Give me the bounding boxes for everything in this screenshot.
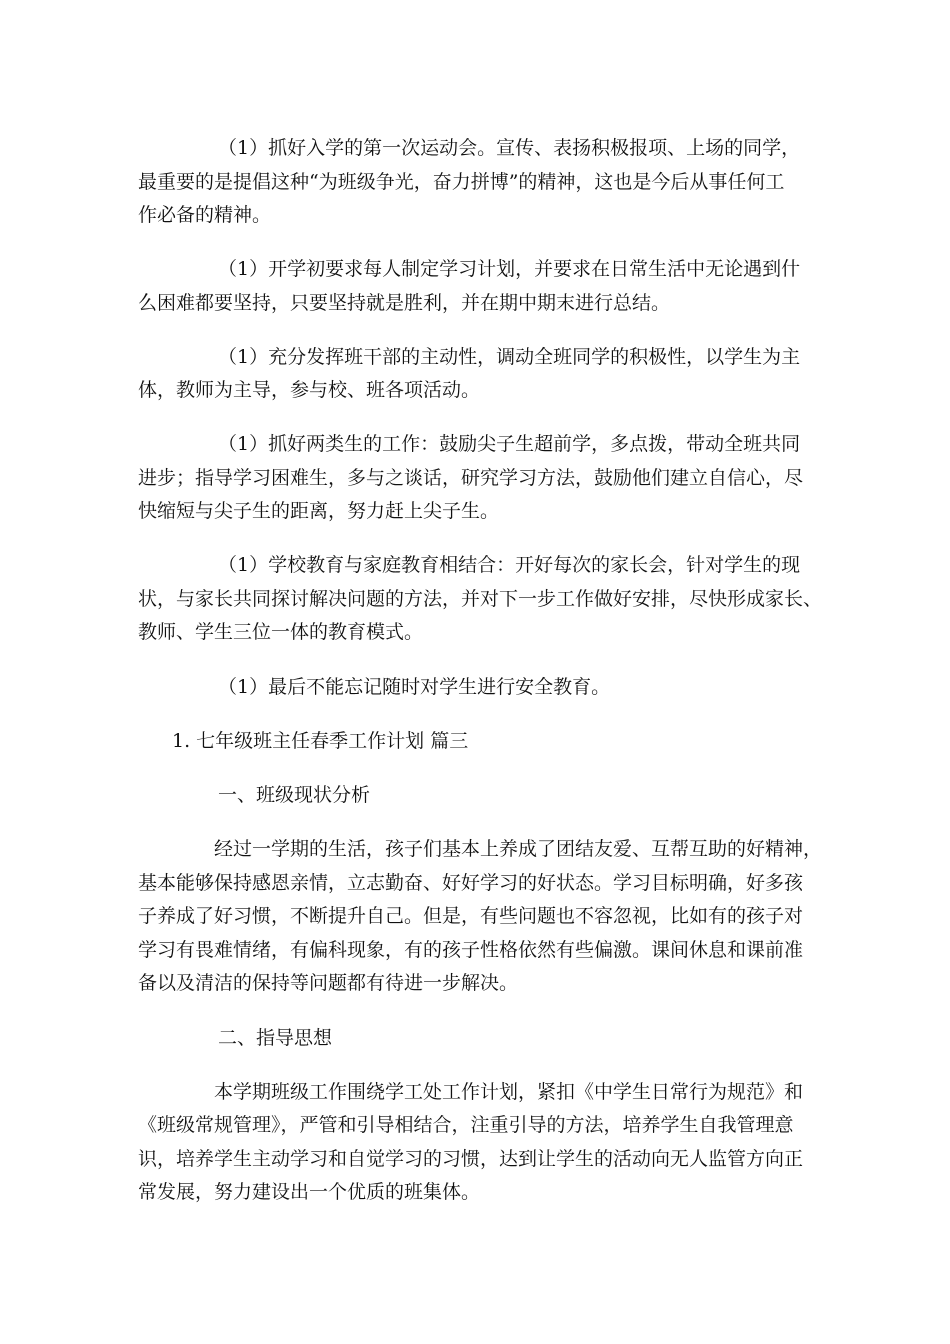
- section-heading: 二、指导思想: [218, 1027, 333, 1049]
- text-line: 最重要的是提倡这种“为班级争光，奋力拼博”的精神，这也是今后从事任何工: [138, 171, 785, 193]
- text-line: 经过一学期的生活，孩子们基本上养成了团结友爱、互帮互助的好精神，: [214, 838, 823, 860]
- text-line: 基本能够保持感恩亲情，立志勤奋、好好学习的好状态。学习目标明确，好多孩: [138, 872, 804, 894]
- text-line: 子养成了好习惯，不断提升自己。但是，有些问题也不容忽视，比如有的孩子对: [138, 905, 804, 927]
- text-line: 作必备的精神。: [138, 204, 272, 226]
- text-line: 常发展，努力建设出一个优质的班集体。: [138, 1181, 481, 1203]
- text-line: 么困难都要坚持，只要坚持就是胜利，并在期中期末进行总结。: [138, 292, 671, 314]
- section-heading: 一、班级现状分析: [218, 784, 371, 806]
- text-line: 进步；指导学习困难生，多与之谈话，研究学习方法，鼓励他们建立自信心，尽: [138, 467, 804, 489]
- text-line: （1）抓好两类生的工作：鼓励尖子生超前学，多点拨，带动全班共同: [218, 433, 801, 455]
- text-line: 教师、学生三位一体的教育模式。: [138, 621, 424, 643]
- text-line: （1）充分发挥班干部的主动性，调动全班同学的积极性，以学生为主: [218, 346, 801, 368]
- text-line: 学习有畏难情绪，有偏科现象，有的孩子性格依然有些偏激。课间休息和课前准: [138, 939, 804, 961]
- text-line: 备以及清洁的保持等问题都有待进一步解决。: [138, 972, 519, 994]
- text-line: （1）学校教育与家庭教育相结合：开好每次的家长会，针对学生的现: [218, 554, 801, 576]
- text-line: （1）抓好入学的第一次运动会。宣传、表扬积极报项、上场的同学，: [218, 137, 801, 159]
- text-line: 《班级常规管理》，严管和引导相结合，注重引导的方法，培养学生自我管理意: [138, 1114, 794, 1136]
- text-line: 体，教师为主导，参与校、班各项活动。: [138, 379, 481, 401]
- section-heading: 1. 七年级班主任春季工作计划 篇三: [172, 730, 469, 752]
- text-line: （1）开学初要求每人制定学习计划，并要求在日常生活中无论遇到什: [218, 258, 801, 280]
- text-line: （1）最后不能忘记随时对学生进行安全教育。: [218, 676, 611, 698]
- text-line: 本学期班级工作围绕学工处工作计划，紧扣《中学生日常行为规范》和: [214, 1081, 804, 1103]
- text-line: 状，与家长共同探讨解决问题的方法，并对下一步工作做好安排，尽快形成家长、: [138, 588, 823, 610]
- text-line: 快缩短与尖子生的距离，努力赶上尖子生。: [138, 500, 500, 522]
- text-line: 识，培养学生主动学习和自觉学习的习惯，达到让学生的活动向无人监管方向正: [138, 1148, 804, 1170]
